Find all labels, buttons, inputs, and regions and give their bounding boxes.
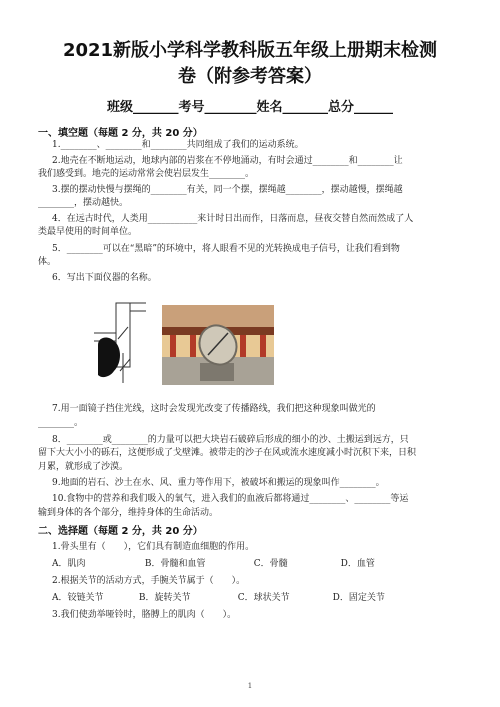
exam-title-line1: 2021新版小学科学教科版五年级上册期末检测: [62, 40, 438, 61]
option: D．血管: [340, 559, 375, 569]
options-row: [38, 591, 462, 605]
option: D．固定关节: [332, 593, 385, 603]
option: B．骨髓和血管: [144, 559, 206, 569]
question-line: 我们感受到。地壳的运动常常会使岩层发生________。: [38, 169, 255, 179]
question-line: ________。: [38, 418, 84, 428]
page-number: 1: [247, 682, 253, 690]
question-line: 9.地面的岩石、沙土在水、风、重力等作用下，被破坏和搬运的现象叫作________。: [52, 478, 385, 488]
question-line: 4．在远古时代，人类用___________来计时日出而作，日落而息，昼夜交替自然而然成了人: [52, 214, 414, 224]
sundial-photo: [162, 305, 274, 385]
question-line: 类最早使用的时间单位。: [38, 227, 138, 237]
exam-title-line2: 卷（附参考答案）: [178, 66, 322, 87]
question-line: 8．________或________的力量可以把大块岩石破碎后形成的细小的沙、土搬运到远方，只: [52, 435, 409, 445]
section1-heading: 一、填空题（每题 2 分，共 20 分）: [38, 128, 203, 139]
question-line: 月累，就形成了沙漠。: [38, 462, 129, 472]
question-line: ________，摆动越快。: [38, 198, 129, 208]
question-line: 1.骨头里有（ ），它们具有制造血细胞的作用。: [52, 542, 255, 552]
question-line: 7.用一面镜子挡住光线，这时会发现光改变了传播路线，我们把这种现象叫做光的: [52, 404, 376, 414]
question-line: 输到身体的各个部分，维持身体的生命活动。: [38, 508, 219, 518]
question-line: 10.食物中的营养和我们吸入的氧气，进入我们的血液后都将通过________、________等运: [52, 494, 409, 504]
option: A．肌肉: [52, 559, 86, 569]
question-line: 6．写出下面仪器的名称。: [52, 273, 157, 283]
options-row: [38, 557, 462, 571]
periscope-diagram: [92, 293, 156, 385]
question-line: 2.地壳在不断地运动，地球内部的岩浆在不停地涌动，有时会通过________和________让: [52, 156, 403, 166]
option: C．骨髓: [253, 559, 288, 569]
option: A．铰链关节: [52, 593, 104, 603]
option: C．球状关节: [237, 593, 290, 603]
question-line: 3.摆的摆动快慢与摆绳的________有关，同一个摆，摆绳越________，摆动越慢，摆绳越: [52, 185, 403, 195]
question-line: 1.________、________和________共同组成了我们的运动系统。: [52, 140, 304, 150]
section2-heading: 二、选择题（每题 2 分，共 20 分）: [38, 526, 203, 537]
question-line: 5．________可以在“黑暗”的环境中，将人眼看不见的光转换成电子信号，让我们看到物: [52, 244, 400, 254]
student-info-line: 班级_______考号________姓名_______总分______: [106, 100, 393, 115]
question-line: 2.根据关节的活动方式，手腕关节属于（ ）。: [52, 576, 246, 586]
question-line: 留下大大小小的砾石，这便形成了戈壁滩。被带走的沙子在风或流水速度减小时沉积下来，日积: [38, 448, 417, 458]
question-line: 3.我们使劲举哑铃时，胳膊上的肌肉（ ）。: [52, 610, 237, 620]
question-line: 体。: [38, 257, 57, 267]
option: B．旋转关节: [138, 593, 191, 603]
